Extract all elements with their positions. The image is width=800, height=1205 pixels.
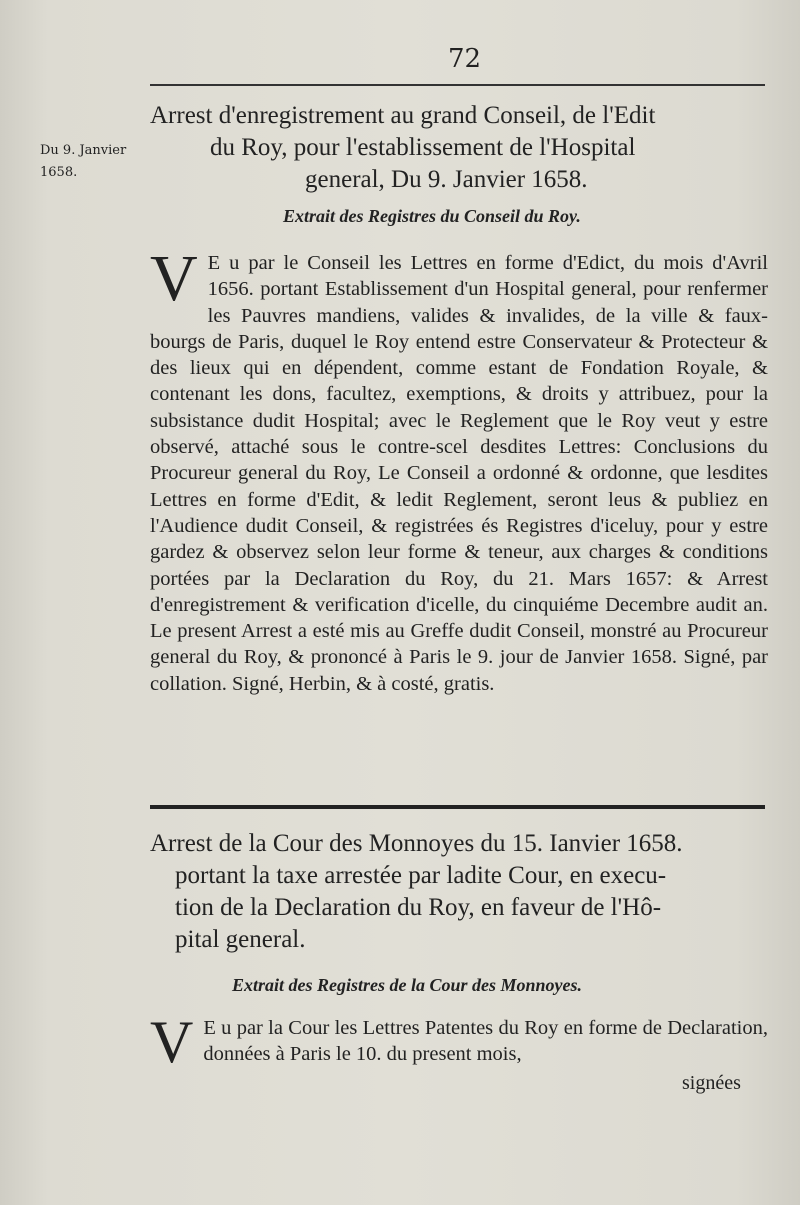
section2-title (150, 828, 768, 956)
section-divider-rule (150, 805, 765, 809)
section1-title-line-3: general, Du 9. Janvier 1658. (305, 166, 588, 193)
margin-note-line-1: Du 9. Janvier (40, 143, 127, 158)
section2-title-line-1: Arrest de la Cour des Monnoyes du 15. Ianvier 1658. (150, 830, 683, 857)
section2-body (150, 1009, 768, 1075)
margin-note-line-2: 1658. (40, 165, 78, 180)
section1-title-line-1: Arrest d'enregistrement au grand Conseil, de l'Edit (150, 102, 656, 129)
top-rule (150, 84, 765, 86)
section1-body-text: E u par le Conseil les Lettres en forme d'Edict, du mois d'Avril 1656. portant Establissement d'un Hospital general, pour renfermer les Pauvres mandiens, valides & invalides, de la ville & faux-bourgs de Paris, duquel le Roy entend estre Conservateur & Protecteur & des lieux qui en dépendent, comme estant de Fondation Royale, & contenant les dons, facultez, exemptions, & droits y attribuez, pour la subsistance dudit Hospital; avec le Reglement que le Roy veut y estre observé, attaché sous le contre-scel desdites Lettres: Conclusions du Procureur general du Roy, Le Conseil a ordonné & ordonne, que lesdites Lettres en forme d'Edit, & ledit Reglement, seront leus & publiez en l'Audience dudit Conseil, & registrées és Registres d'iceluy, pour y estre gardez & observez selon leur forme & teneur, aux charges & conditions portées par la Declaration du Roy, du 21. Mars 1657: & Arrest d'enregistrement & verification d'icelle, du cinquiéme Decembre audit an. Le present Arrest a esté mis au Greffe dudit Conseil, monstré au Procureur general du Roy, & prononcé à Paris le 9. jour de Janvier 1658. Signé, par collation. Signé, Herbin, & à costé, gratis. (150, 252, 768, 695)
section2-title-line-2: portant la taxe arrestée par ladite Cour, en execu- (175, 862, 667, 889)
section2-title-line-4: pital general. (175, 926, 306, 953)
section1-title (150, 100, 768, 196)
margin-note (40, 140, 126, 184)
section2-body-text: E u par la Cour les Lettres Patentes du Roy en forme de Declaration, données à Paris le 10. du present mois, (203, 1017, 768, 1066)
section2-extract-heading: Extrait des Registres de la Cour des Monnoyes. (232, 975, 583, 995)
section2-title-line-3: tion de la Declaration du Roy, en faveur de l'Hô- (175, 894, 662, 921)
catchword: signées (682, 1072, 741, 1094)
section2-dropcap: V (150, 1009, 194, 1075)
page-number: 72 (448, 44, 482, 74)
section1-body (150, 242, 768, 697)
section1-title-line-2: du Roy, pour l'establissement de l'Hospital (210, 134, 636, 161)
section1-extract-heading: Extrait des Registres du Conseil du Roy. (283, 206, 581, 226)
section1-dropcap: V (150, 242, 198, 315)
